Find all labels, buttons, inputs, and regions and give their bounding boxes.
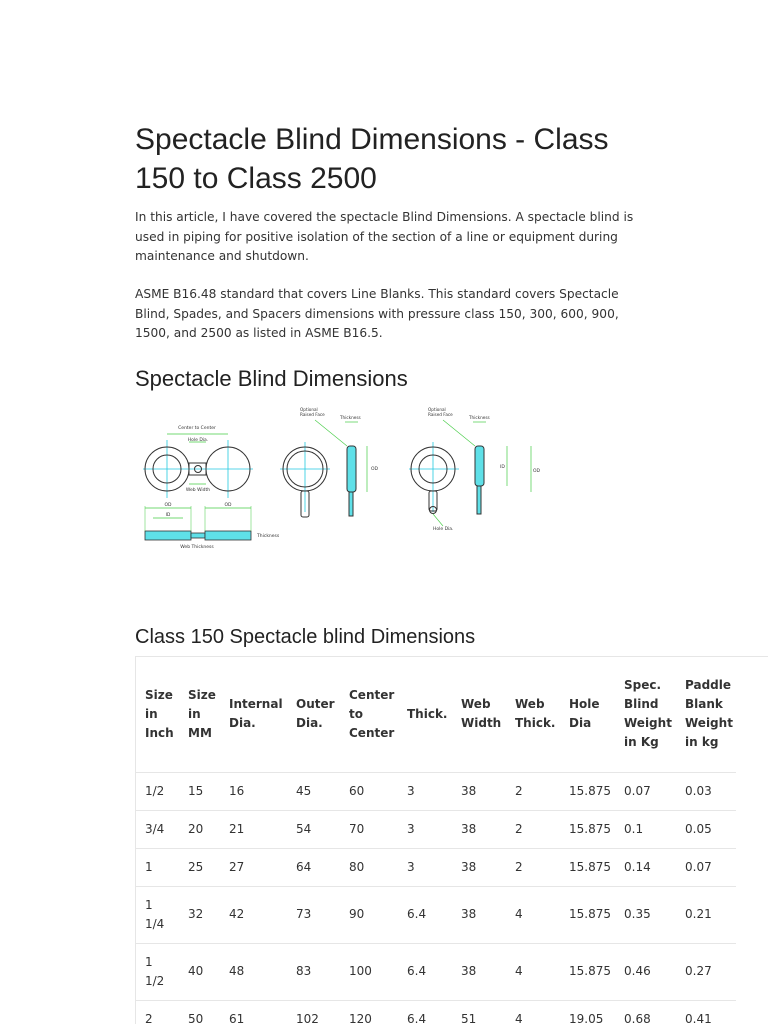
table-cell: 0.41 (676, 1000, 736, 1024)
label-raised-face-2: Raised Face (428, 412, 453, 417)
table-cell: 54 (287, 810, 340, 848)
table-cell: 15.875 (560, 772, 615, 810)
middle-view (280, 420, 367, 517)
table-cell: 0.07 (676, 848, 736, 886)
table-cell: 0.35 (615, 886, 676, 943)
table-cell: 0.07 (615, 772, 676, 810)
side-profile (145, 506, 251, 540)
table-cell: 60 (340, 772, 398, 810)
column-header-line: Internal (229, 697, 283, 712)
table-heading: Class 150 Spectacle blind Dimensions (135, 626, 476, 648)
dimensions-table (136, 657, 736, 1024)
column-header-line: in (188, 706, 201, 721)
table-cell: 2 (506, 848, 560, 886)
table-header-row (136, 657, 736, 772)
table-cell: 0.03 (676, 772, 736, 810)
column-header-line: Dia (569, 716, 592, 731)
column-header-line: Paddle (685, 678, 732, 693)
column-header-line: Thick. (407, 706, 448, 721)
label-hole-dia: Hole Dia. (187, 438, 209, 443)
table-cell: 51 (452, 1000, 506, 1024)
page-title: Spectacle Blind Dimensions - Class 150 to Class 2500 (135, 123, 609, 195)
table-cell: 0.21 (676, 886, 736, 943)
column-header-line: Thick. (515, 716, 556, 731)
column-header-line: Size (188, 687, 216, 702)
column-header-line: Dia. (229, 716, 256, 731)
table-cell: 15.875 (560, 886, 615, 943)
label-center-to-center: Center to Center (178, 426, 216, 431)
table-cell: 45 (287, 772, 340, 810)
table-cell: 6.4 (398, 943, 452, 1000)
table-cell: 38 (452, 886, 506, 943)
column-header (560, 657, 615, 772)
spectacle-blind-diagram (135, 402, 555, 552)
table-cell: 80 (340, 848, 398, 886)
table-cell: 0.05 (676, 810, 736, 848)
column-header-line: MM (188, 725, 212, 740)
table-cell (136, 943, 179, 1000)
table-cell: 15.875 (560, 848, 615, 886)
column-header-line: in Kg (624, 735, 659, 750)
column-header-line: Outer (296, 697, 335, 712)
column-header-line: Web (515, 697, 545, 712)
size-inch-part: 1 (145, 859, 153, 874)
table-row (136, 886, 736, 943)
label-optional-1: Optional (300, 407, 318, 412)
table-row (136, 943, 736, 1000)
label-thickness-right: Thickness (469, 415, 490, 420)
table-cell: 0.46 (615, 943, 676, 1000)
label-od-right: OD (533, 469, 541, 474)
table-row (136, 772, 736, 810)
column-header (676, 657, 736, 772)
table-cell: 120 (340, 1000, 398, 1024)
column-header (398, 657, 452, 772)
column-header-line: Weight (685, 716, 733, 731)
table-cell: 50 (179, 1000, 220, 1024)
table-cell: 4 (506, 886, 560, 943)
column-header (220, 657, 287, 772)
column-header (179, 657, 220, 772)
table-cell: 4 (506, 943, 560, 1000)
column-header-line: Blind (624, 697, 659, 712)
table-row (136, 848, 736, 886)
column-header-line: Center (349, 725, 395, 740)
table-cell: 2 (506, 772, 560, 810)
table-cell: 73 (287, 886, 340, 943)
label-od-bottom-left: OD (164, 503, 172, 508)
table-cell: 64 (287, 848, 340, 886)
table-cell: 3 (398, 772, 452, 810)
column-header (452, 657, 506, 772)
table-cell: 21 (220, 810, 287, 848)
size-inch-part: 1/2 (145, 783, 165, 798)
table-cell: 19.05 (560, 1000, 615, 1024)
table-cell: 20 (179, 810, 220, 848)
column-header-line: Web (461, 697, 491, 712)
label-id-bottom: ID (165, 513, 171, 518)
label-hole-dia-bottom: Hole Dia. (433, 527, 454, 532)
table-cell: 15.875 (560, 943, 615, 1000)
table-cell: 0.1 (615, 810, 676, 848)
table-cell: 38 (452, 848, 506, 886)
table-cell: 38 (452, 943, 506, 1000)
size-inch-part: 1/4 (145, 916, 165, 931)
column-header-line: Inch (145, 725, 174, 740)
table-row (136, 1000, 736, 1024)
table-cell: 40 (179, 943, 220, 1000)
column-header-line: Dia. (296, 716, 323, 731)
table-cell: 61 (220, 1000, 287, 1024)
label-od-middle: OD (371, 467, 379, 472)
label-optional-2: Optional (428, 407, 446, 412)
table-cell: 4 (506, 1000, 560, 1024)
table-cell: 0.27 (676, 943, 736, 1000)
size-inch-part: 2 (145, 1011, 153, 1024)
table-cell: 16 (220, 772, 287, 810)
table-cell: 38 (452, 772, 506, 810)
table-cell (136, 886, 179, 943)
table-cell: 15 (179, 772, 220, 810)
label-od-bottom-right: OD (224, 503, 232, 508)
column-header-line: in kg (685, 735, 719, 750)
table-cell: 0.68 (615, 1000, 676, 1024)
table-cell (136, 772, 179, 810)
table-cell (136, 810, 179, 848)
table-cell: 0.14 (615, 848, 676, 886)
column-header-line: Blank (685, 697, 723, 712)
column-header-line: Spec. (624, 678, 662, 693)
column-header-line: Size (145, 687, 173, 702)
table-cell: 25 (179, 848, 220, 886)
table-cell: 83 (287, 943, 340, 1000)
size-inch-part: 1 (145, 954, 153, 969)
size-inch-part: 3/4 (145, 821, 165, 836)
label-web-width: Web Width (185, 488, 211, 493)
section-heading: Spectacle Blind Dimensions (135, 366, 408, 391)
column-header (287, 657, 340, 772)
table-cell: 2 (506, 810, 560, 848)
column-header-line: Hole (569, 697, 600, 712)
column-header-line: in (145, 706, 158, 721)
column-header-line: Center (349, 687, 395, 702)
intro-paragraph: In this article, I have covered the spectacle Blind Dimensions. A spectacle blind is used in piping for positive isolation of the section of a line or equipment during maintenance and shutdown. (135, 210, 634, 263)
label-id-right: ID (500, 465, 505, 470)
label-web-thickness: Web Thickness (180, 545, 214, 550)
class-150-table (135, 656, 768, 1024)
standard-paragraph: ASME B16.48 standard that covers Line Blanks. This standard covers Spectacle Blind, Spades, and Spacers dimensions with pressure class 150, 300, 600, 900, 1500, and 2500 as listed in ASME B16.5. (135, 287, 619, 340)
table-cell (136, 848, 179, 886)
table-cell: 90 (340, 886, 398, 943)
table-cell: 3 (398, 848, 452, 886)
column-header (506, 657, 560, 772)
table-cell: 32 (179, 886, 220, 943)
column-header-line: Weight (624, 716, 672, 731)
size-inch-part: 1/2 (145, 973, 165, 988)
label-thickness-middle: Thickness (340, 415, 361, 420)
table-cell: 6.4 (398, 886, 452, 943)
table-cell: 48 (220, 943, 287, 1000)
table-cell: 3 (398, 810, 452, 848)
right-view (409, 420, 531, 526)
label-raised-face-1: Raised Face (300, 412, 325, 417)
size-inch-part: 1 (145, 897, 153, 912)
column-header (136, 657, 179, 772)
table-cell: 42 (220, 886, 287, 943)
table-cell: 27 (220, 848, 287, 886)
table-cell: 15.875 (560, 810, 615, 848)
table-cell: 70 (340, 810, 398, 848)
table-cell: 102 (287, 1000, 340, 1024)
table-cell: 100 (340, 943, 398, 1000)
column-header (340, 657, 398, 772)
column-header-line: Width (461, 716, 502, 731)
column-header-line: to (349, 706, 363, 721)
label-thickness-bottom: Thickness (257, 534, 280, 539)
column-header (615, 657, 676, 772)
table-cell: 6.4 (398, 1000, 452, 1024)
table-body (136, 772, 736, 1024)
table-cell (136, 1000, 179, 1024)
table-cell: 38 (452, 810, 506, 848)
table-row (136, 810, 736, 848)
